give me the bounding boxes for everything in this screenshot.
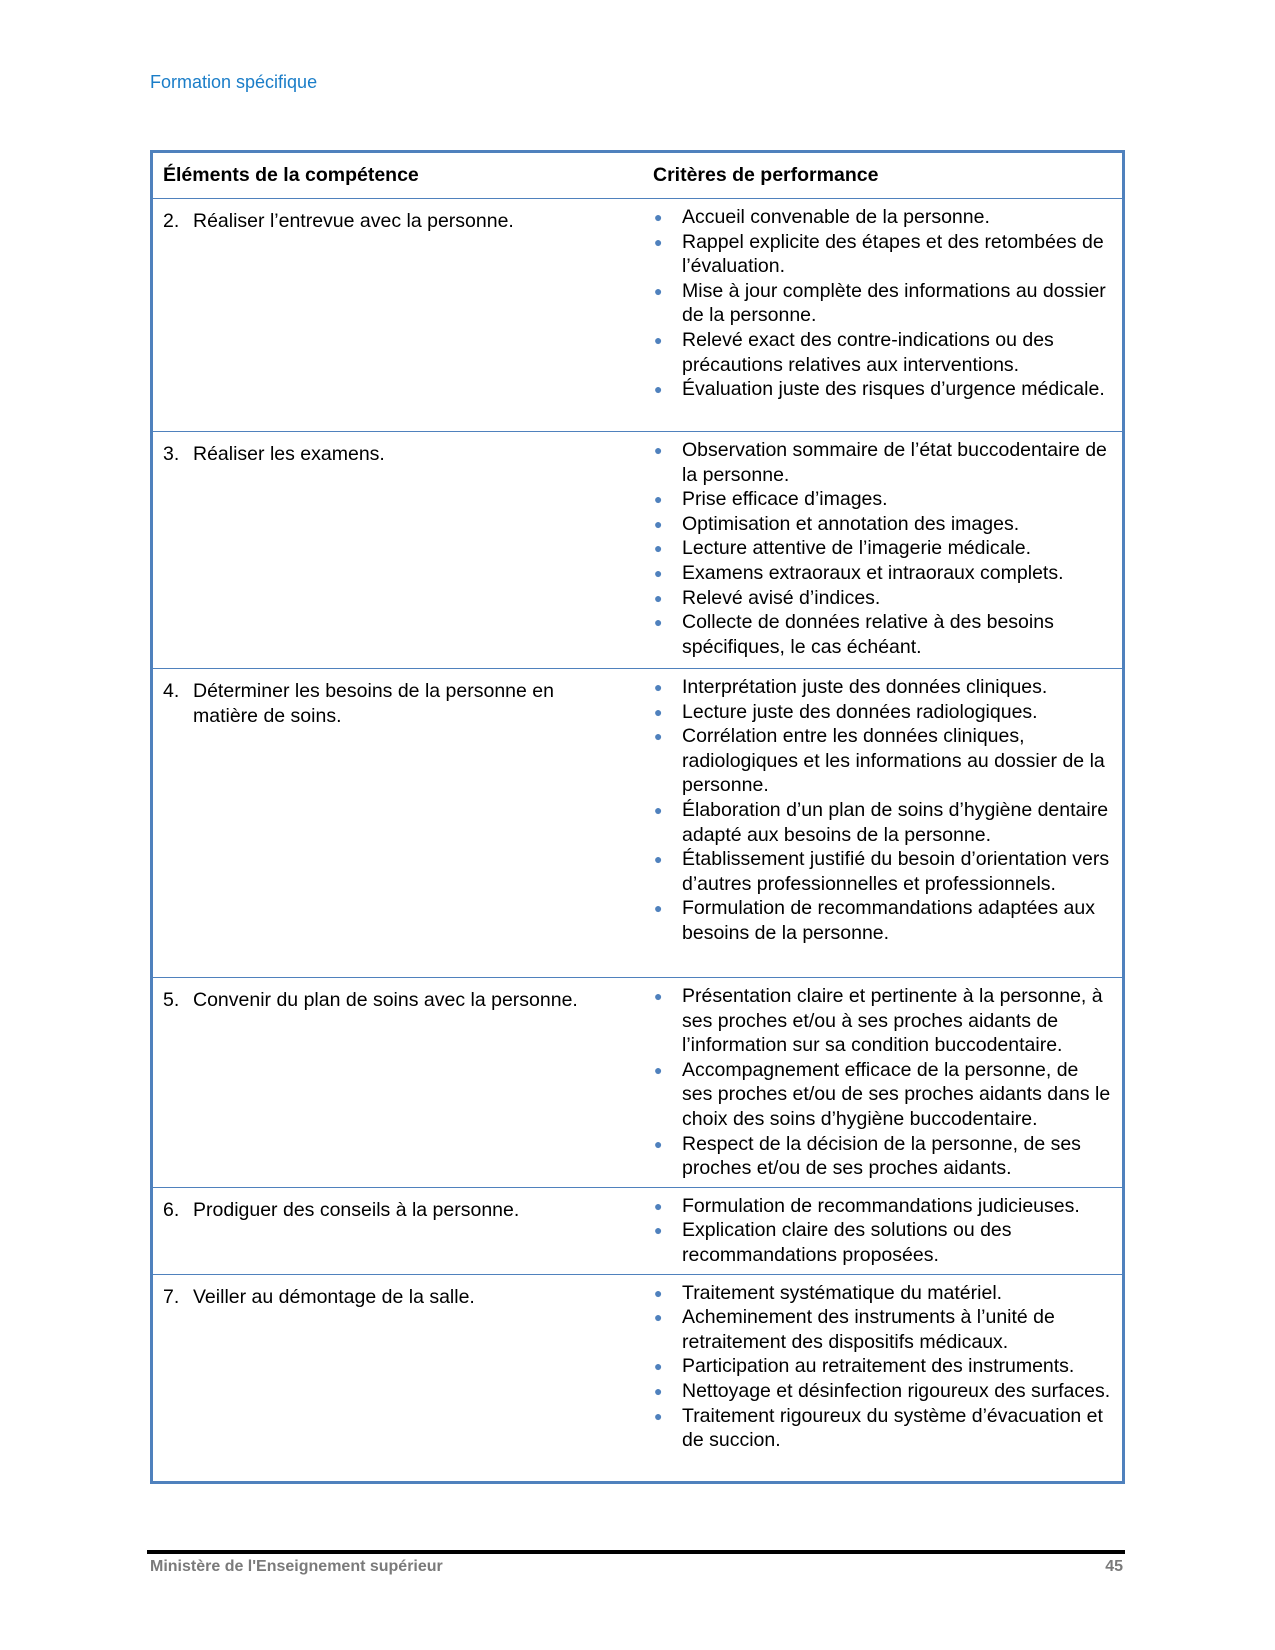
- criteria-cell: [643, 978, 1124, 1188]
- criteria-list: [643, 1275, 1122, 1459]
- criteria-item: [654, 984, 1114, 1058]
- bullet-icon: ●: [654, 728, 663, 745]
- element-cell: [152, 199, 644, 432]
- criteria-item: [654, 1379, 1114, 1404]
- bullet-icon: ●: [654, 900, 663, 917]
- criteria-text: Lecture juste des données radiologiques.: [682, 700, 1038, 723]
- bullet-icon: ●: [654, 614, 663, 631]
- element-number: 4.: [163, 680, 180, 702]
- criteria-item: [654, 328, 1114, 377]
- criteria-text: Interprétation juste des données cliniques.: [682, 676, 1048, 698]
- criteria-text: Optimisation et annotation des images.: [682, 512, 1020, 535]
- criteria-item: [654, 1281, 1114, 1306]
- bullet-icon: ●: [654, 679, 663, 695]
- table-row: [152, 978, 1124, 1188]
- criteria-list: [643, 432, 1122, 665]
- criteria-item: [654, 561, 1114, 586]
- criteria-text: Accueil convenable de la personne.: [682, 206, 990, 228]
- criteria-cell: [643, 1187, 1124, 1274]
- criteria-text: Rappel explicite des étapes et des retombées de l’évaluation.: [682, 230, 1104, 278]
- table-row: [152, 1274, 1124, 1482]
- criteria-text: Formulation de recommandations judicieuses.: [682, 1194, 1080, 1217]
- criteria-item: [654, 512, 1114, 537]
- criteria-text: Respect de la décision de la personne, de ses proches et/ou de ses proches aidants.: [682, 1132, 1081, 1180]
- criteria-cell: [643, 432, 1124, 669]
- bullet-icon: ●: [654, 1197, 663, 1214]
- element-number: 3.: [163, 443, 180, 465]
- table-row: [152, 1187, 1124, 1274]
- bullet-icon: ●: [654, 381, 663, 398]
- criteria-text: Évaluation juste des risques d’urgence médicale.: [682, 378, 1105, 401]
- criteria-item: [654, 205, 1114, 230]
- competence-element: [163, 199, 643, 234]
- criteria-text: Formulation de recommandations adaptées aux besoins de la personne.: [682, 897, 1095, 944]
- element-cell: [152, 1274, 644, 1482]
- footer-publisher: Ministère de l'Enseignement supérieur: [150, 1558, 443, 1575]
- bullet-icon: ●: [654, 233, 663, 250]
- bullet-icon: ●: [654, 589, 663, 606]
- bullet-icon: ●: [654, 282, 663, 299]
- criteria-text: Observation sommaire de l’état buccodentaire de la personne.: [682, 439, 1107, 486]
- bullet-icon: ●: [654, 540, 663, 557]
- criteria-text: Relevé exact des contre-indications ou des précautions relatives aux interventions.: [682, 328, 1054, 376]
- criteria-item: [654, 377, 1114, 402]
- criteria-list: [643, 669, 1122, 952]
- bullet-icon: ●: [654, 1309, 663, 1326]
- criteria-item: [654, 896, 1114, 945]
- criteria-item: [654, 1218, 1114, 1267]
- criteria-text: Lecture attentive de l’imagerie médicale.: [682, 537, 1032, 560]
- criteria-item: [654, 847, 1114, 896]
- element-text: Veiller au démontage de la salle.: [193, 1285, 475, 1308]
- element-text: Convenir du plan de soins avec la personne.: [193, 989, 578, 1011]
- table-header-row: [152, 152, 1124, 199]
- table-row: [152, 199, 1124, 432]
- bullet-icon: ●: [654, 703, 663, 720]
- table-row: [152, 669, 1124, 978]
- bullet-icon: ●: [654, 851, 663, 868]
- criteria-item: [654, 724, 1114, 798]
- criteria-item: [654, 1404, 1114, 1453]
- competence-element: [163, 1275, 643, 1310]
- criteria-item: [654, 610, 1114, 659]
- criteria-text: Acheminement des instruments à l’unité de retraitement des dispositifs médicaux.: [682, 1306, 1055, 1353]
- criteria-item: [654, 1354, 1114, 1379]
- criteria-text: Collecte de données relative à des besoins spécifiques, le cas échéant.: [682, 611, 1054, 658]
- bullet-icon: ●: [654, 1358, 663, 1375]
- page-number: 45: [1105, 1558, 1123, 1575]
- criteria-text: Explication claire des solutions ou des recommandations proposées.: [682, 1219, 1012, 1266]
- criteria-item: [654, 438, 1114, 487]
- criteria-item: [654, 230, 1114, 279]
- element-number: 5.: [163, 989, 180, 1011]
- table-row: [152, 432, 1124, 669]
- criteria-item: [654, 1132, 1114, 1181]
- competence-element: [163, 432, 643, 467]
- criteria-list: [643, 199, 1122, 408]
- bullet-icon: ●: [654, 491, 663, 508]
- element-number: 6.: [163, 1198, 180, 1221]
- criteria-cell: [643, 669, 1124, 978]
- criteria-text: Accompagnement efficace de la personne, de ses proches et/ou de ses proches aidants dans le choix des soins d’hygiène buccodentaire.: [682, 1058, 1111, 1130]
- criteria-text: Mise à jour complète des informations au dossier de la personne.: [682, 279, 1106, 327]
- criteria-item: [654, 675, 1114, 700]
- criteria-item: [654, 700, 1114, 725]
- section-title: Formation spécifique: [150, 72, 318, 92]
- element-text: Déterminer les besoins de la personne en matière de soins.: [193, 680, 554, 727]
- competence-table: [150, 150, 1125, 1484]
- criteria-text: Présentation claire et pertinente à la personne, à ses proches et/ou à ses proches aidants de l’information sur sa condition buccodentaire.: [682, 985, 1103, 1057]
- element-text: Réaliser les examens.: [193, 443, 385, 465]
- bullet-icon: ●: [654, 209, 663, 225]
- element-number: 7.: [163, 1285, 180, 1308]
- element-text: Réaliser l’entrevue avec la personne.: [193, 210, 514, 232]
- bullet-icon: ●: [654, 1222, 663, 1239]
- criteria-text: Établissement justifié du besoin d’orientation vers d’autres professionnelles et professionnels.: [682, 848, 1110, 895]
- criteria-text: Corrélation entre les données cliniques, radiologiques et les informations au dossier de la personne.: [682, 725, 1105, 797]
- criteria-list: [643, 978, 1122, 1187]
- bullet-icon: ●: [654, 442, 663, 458]
- criteria-item: [654, 536, 1114, 561]
- criteria-cell: [643, 199, 1124, 432]
- bullet-icon: ●: [654, 515, 663, 532]
- element-cell: [152, 1187, 644, 1274]
- element-cell: [152, 432, 644, 669]
- element-cell: [152, 978, 644, 1188]
- bullet-icon: ●: [654, 564, 663, 581]
- criteria-item: [654, 279, 1114, 328]
- criteria-item: [654, 586, 1114, 611]
- bullet-icon: ●: [654, 801, 663, 818]
- criteria-item: [654, 1194, 1114, 1219]
- bullet-icon: ●: [654, 1135, 663, 1152]
- criteria-item: [654, 1305, 1114, 1354]
- bullet-icon: ●: [654, 1382, 663, 1399]
- criteria-text: Traitement rigoureux du système d’évacuation et de succion.: [682, 1404, 1103, 1452]
- bullet-icon: ●: [654, 988, 663, 1004]
- criteria-text: Élaboration d’un plan de soins d’hygiène dentaire adapté aux besoins de la personne.: [682, 798, 1109, 846]
- bullet-icon: ●: [654, 1061, 663, 1078]
- element-text: Prodiguer des conseils à la personne.: [193, 1198, 520, 1221]
- criteria-text: Examens extraoraux et intraoraux complets.: [682, 561, 1064, 584]
- element-cell: [152, 669, 644, 978]
- criteria-text: Nettoyage et désinfection rigoureux des surfaces.: [682, 1379, 1111, 1402]
- bullet-icon: ●: [654, 1407, 663, 1424]
- column-header-elements: Éléments de la compétence: [152, 152, 644, 199]
- column-header-criteria: Critères de performance: [643, 152, 1124, 199]
- criteria-item: [654, 798, 1114, 847]
- footer-divider: [147, 1550, 1125, 1554]
- element-number: 2.: [163, 210, 180, 232]
- criteria-cell: [643, 1274, 1124, 1482]
- bullet-icon: ●: [654, 331, 663, 348]
- criteria-list: [643, 1188, 1122, 1274]
- criteria-text: Prise efficace d’images.: [682, 488, 888, 511]
- criteria-item: [654, 487, 1114, 512]
- criteria-text: Participation au retraitement des instruments.: [682, 1355, 1075, 1378]
- bullet-icon: ●: [654, 1284, 663, 1301]
- competence-element: [163, 669, 643, 728]
- competence-element: [163, 1188, 643, 1223]
- criteria-text: Traitement systématique du matériel.: [682, 1281, 1003, 1304]
- competence-element: [163, 978, 643, 1013]
- criteria-text: Relevé avisé d’indices.: [682, 586, 881, 609]
- criteria-item: [654, 1058, 1114, 1132]
